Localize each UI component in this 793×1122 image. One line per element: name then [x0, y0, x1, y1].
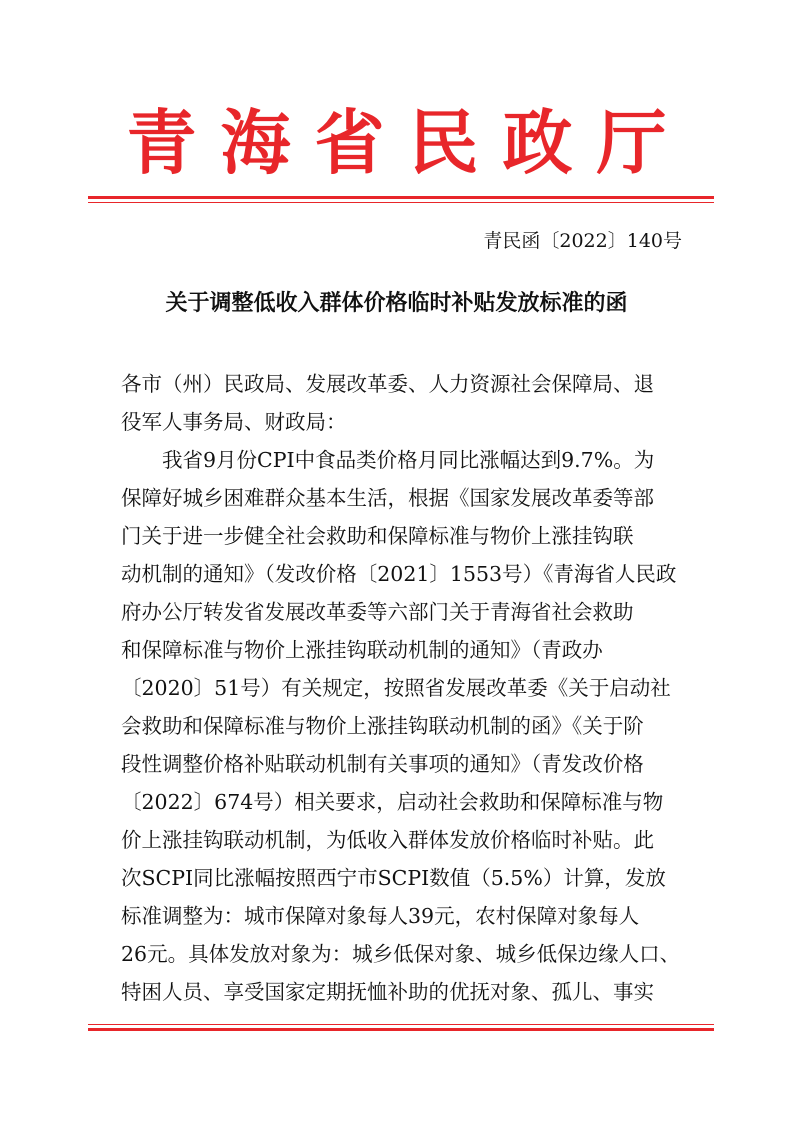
body-line: 保障好城乡困难群众基本生活，根据《国家发展改革委等部 — [121, 486, 654, 510]
body-line: 和保障标准与物价上涨挂钩联动机制的通知》（青政办 — [121, 638, 603, 662]
header-red-rule-thick — [88, 196, 714, 199]
body-line: 〔2022〕674号）相关要求，启动社会救助和保障标准与物 — [121, 790, 664, 814]
header-red-rule-thin — [88, 202, 714, 203]
document-number: 青民函〔2022〕140号 — [483, 230, 682, 252]
issuing-organization-title: 青海省民政厅 — [126, 101, 691, 184]
body-line: 动机制的通知》（发改价格〔2021〕1553号）《青海省人民政 — [121, 562, 677, 586]
footer-red-rule-thin — [88, 1024, 714, 1025]
salutation-line: 役军人事务局、财政局： — [121, 410, 347, 434]
body-line: 〔2020〕51号）有关规定，按照省发展改革委《关于启动社 — [121, 676, 671, 700]
body-line: 标准调整为：城市保障对象每人39元，农村保障对象每人 — [121, 904, 640, 928]
body-line: 段性调整价格补贴联动机制有关事项的通知》（青发改价格 — [121, 752, 644, 776]
body-line: 我省9月份CPI中食品类价格月同比涨幅达到9.7%。为 — [121, 448, 655, 472]
body-line: 府办公厅转发省发展改革委等六部门关于青海省社会救助 — [121, 600, 634, 624]
body-line: 价上涨挂钩联动机制，为低收入群体发放价格临时补贴。此 — [121, 828, 654, 852]
salutation-line: 各市（州）民政局、发展改革委、人力资源社会保障局、退 — [121, 372, 654, 396]
body-line: 26元。具体发放对象为：城乡低保对象、城乡低保边缘人口、 — [121, 942, 681, 966]
body-line: 会救助和保障标准与物价上涨挂钩联动机制的函》《关于阶 — [121, 714, 644, 738]
body-line: 门关于进一步健全社会救助和保障标准与物价上涨挂钩联 — [121, 524, 634, 548]
body-line: 特困人员、享受国家定期抚恤补助的优抚对象、孤儿、事实 — [121, 980, 654, 1004]
document-title: 关于调整低收入群体价格临时补贴发放标准的函 — [165, 291, 628, 316]
footer-red-rule-thick — [88, 1028, 714, 1031]
body-line: 次SCPI同比涨幅按照西宁市SCPI数值（5.5%）计算，发放 — [121, 866, 666, 890]
